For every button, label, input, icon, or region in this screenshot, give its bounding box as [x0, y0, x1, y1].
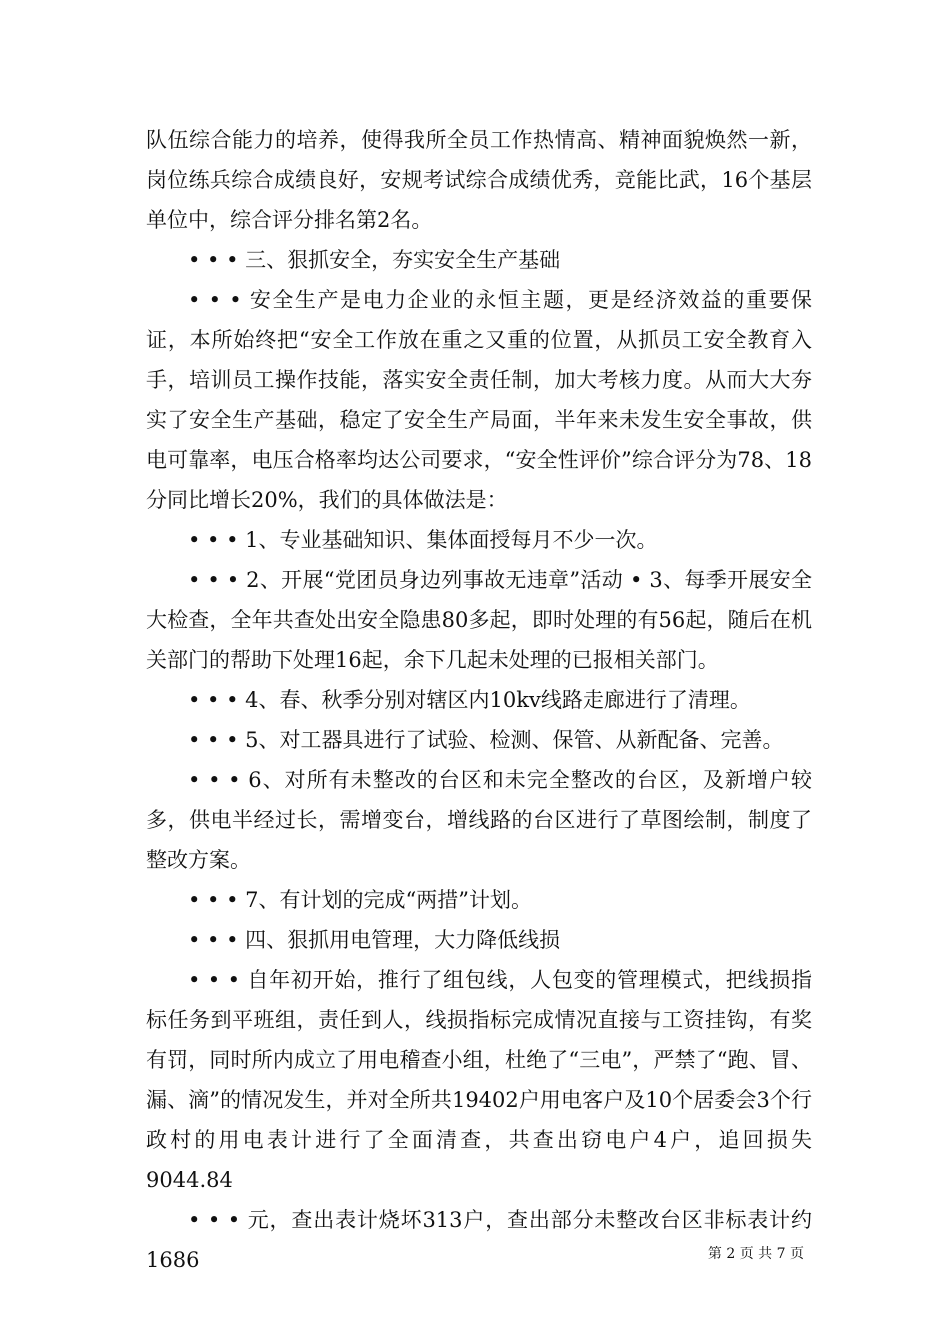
- list-item: • • • 2、开展“党团员身边列事故无违章”活动 • 3、每季开展安全大检查，全年共查处出安全隐患80多起，即时处理的有56起，随后在机关部门的帮助下处理16起，余下几起未处理的已报相关部门。: [146, 568, 812, 672]
- paragraph: • • • 自年初开始，推行了组包线，人包变的管理模式，把线损指标任务到平班组，责任到人，线损指标完成情况直接与工资挂钩，有奖有罚，同时所内成立了用电稽查小组，杜绝了“三电”，严禁了“跑、冒、漏、滴”的情况发生，并对全所共19402户用电客户及10个居委会3个行政村的用电表计进行了全面清查，共查出窃电户4户，追回损失9044.84: [146, 968, 812, 1192]
- paragraph: 队伍综合能力的培养，使得我所全员工作热情高、精神面貌焕然一新，岗位练兵综合成绩良好，安规考试综合成绩优秀，竞能比武，16个基层单位中，综合评分排名第2名。: [146, 128, 812, 232]
- section-heading-power-management: • • • 四、狠抓用电管理，大力降低线损: [188, 928, 561, 952]
- list-item: • • • 5、对工器具进行了试验、检测、保管、从新配备、完善。: [188, 728, 784, 752]
- list-item: • • • 1、专业基础知识、集体面授每月不少一次。: [188, 528, 658, 552]
- paragraph: • • • 安全生产是电力企业的永恒主题，更是经济效益的重要保证，本所始终把“安全工作放在重之又重的位置，从抓员工安全教育入手，培训员工操作技能，落实安全责任制，加大考核力度。从而大大夯实了安全生产基础，稳定了安全生产局面，半年来未发生安全事故，供电可靠率，电压合格率均达公司要求，“安全性评价”综合评分为78、18分同比增长20%，我们的具体做法是：: [146, 288, 812, 512]
- section-heading-safety: • • • 三、狠抓安全，夯实安全生产基础: [188, 248, 561, 272]
- paragraph: • • • 元，查出表计烧坏313户，查出部分未整改台区非标表计约1686: [146, 1208, 812, 1272]
- list-item: • • • 7、有计划的完成“两措”计划。: [188, 888, 533, 912]
- page-number-footer: 第 2 页 共 7 页: [707, 1246, 804, 1262]
- document-body: [146, 120, 812, 1280]
- list-item: • • • 4、春、秋季分别对辖区内10kv线路走廊进行了清理。: [188, 688, 751, 712]
- list-item: • • • 6、对所有未整改的台区和未完全整改的台区，及新增户较多，供电半经过长，需增变台，增线路的台区进行了草图绘制，制度了整改方案。: [146, 768, 812, 872]
